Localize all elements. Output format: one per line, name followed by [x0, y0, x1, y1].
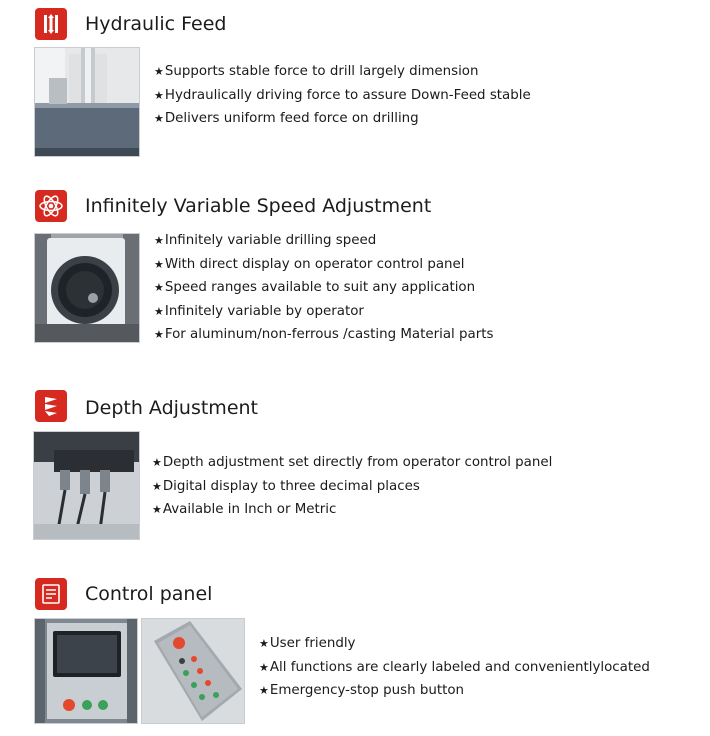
bullet-list [154, 229, 493, 347]
bullet-item: ★ Speed ranges available to suit any application [154, 276, 493, 300]
bullet-item: ★ Supports stable force to drill largely dimension [154, 60, 531, 84]
bullet-item: ★ Delivers uniform feed force on drilling [154, 107, 531, 131]
bullet-item: ★ Hydraulically driving force to assure Down-Feed stable [154, 84, 531, 108]
bullet-item: ★ Depth adjustment set directly from operator control panel [152, 451, 552, 475]
touchscreen-panel-photo [34, 618, 138, 724]
section-depth-adjustment [0, 380, 710, 550]
bullet-item: ★ Infinitely variable by operator [154, 300, 493, 324]
drill-bit-icon [35, 390, 67, 422]
section-title: Hydraulic Feed [85, 13, 227, 35]
speed-atom-icon [35, 190, 67, 222]
bullet-list [154, 60, 531, 131]
hydraulic-cylinder-icon [35, 8, 67, 40]
section-title: Depth Adjustment [85, 397, 258, 419]
bullet-list [152, 451, 552, 522]
section-hydraulic-feed [0, 0, 710, 170]
section-control-panel [0, 568, 710, 736]
hydraulic-feed-photo [34, 47, 140, 157]
bullet-list [259, 632, 650, 703]
bullet-item: ★ Emergency-stop push button [259, 679, 650, 703]
control-panel-icon [35, 578, 67, 610]
section-variable-speed [0, 180, 710, 360]
bullet-item: ★ Infinitely variable drilling speed [154, 229, 493, 253]
depth-drill-photo [33, 431, 140, 540]
button-pendant-photo [141, 618, 245, 724]
speed-knob-photo [34, 233, 140, 343]
bullet-item: ★ User friendly [259, 632, 650, 656]
bullet-item: ★ With direct display on operator control panel [154, 253, 493, 277]
section-title: Control panel [85, 583, 213, 605]
bullet-item: ★ For aluminum/non-ferrous /casting Material parts [154, 323, 493, 347]
bullet-item: ★ All functions are clearly labeled and convenientlylocated [259, 656, 650, 680]
bullet-item: ★ Digital display to three decimal places [152, 475, 552, 499]
section-title: Infinitely Variable Speed Adjustment [85, 195, 432, 217]
bullet-item: ★ Available in Inch or Metric [152, 498, 552, 522]
